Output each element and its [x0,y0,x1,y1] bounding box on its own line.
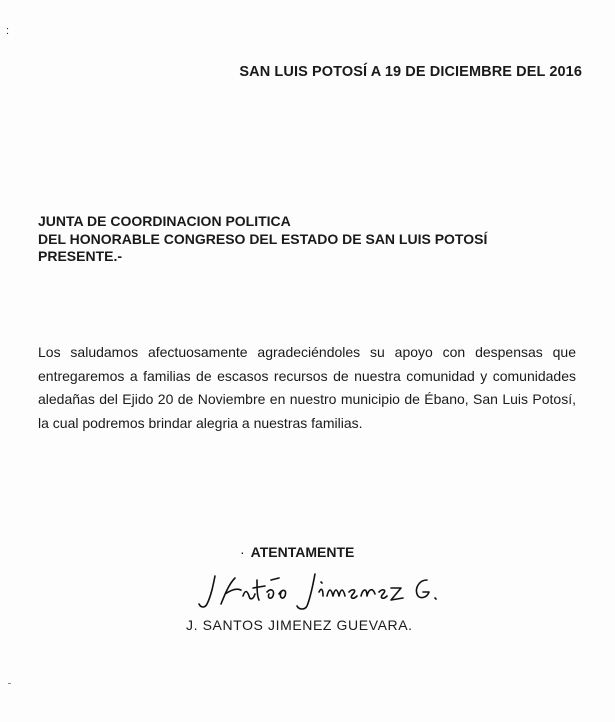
addressee-block [38,213,487,266]
margin-mark: : [6,25,10,37]
date-line: SAN LUIS POTOSÍ A 19 DE DICIEMBRE DEL 2016 [239,64,582,80]
handwritten-signature [195,566,455,616]
margin-tick [8,683,11,684]
closing-text: ATENTAMENTE [250,544,355,560]
signature-drawing [195,566,455,616]
addressee-line-1: JUNTA DE COORDINACION POLITICA [38,213,291,229]
body-paragraph: Los saludamos afectuosamente agradeciéndoles su apoyo con despensas que entregaremos a familias de escasos recursos de nuestra comunidad y comunidades aledañas del Ejido 20 de Noviembre en nuestro municipio de Ébano, San Luis Potosí, la cual podremos brindar alegria a nuestras familias. [38,344,576,431]
signer-name: J. SANTOS JIMENEZ GUEVARA. [186,617,413,633]
addressee-line-3: PRESENTE.- [38,248,123,264]
closing [240,544,354,560]
addressee-line-2: DEL HONORABLE CONGRESO DEL ESTADO DE SAN LUIS POTOSÍ [38,230,488,247]
closing-bullet: · [240,544,245,560]
